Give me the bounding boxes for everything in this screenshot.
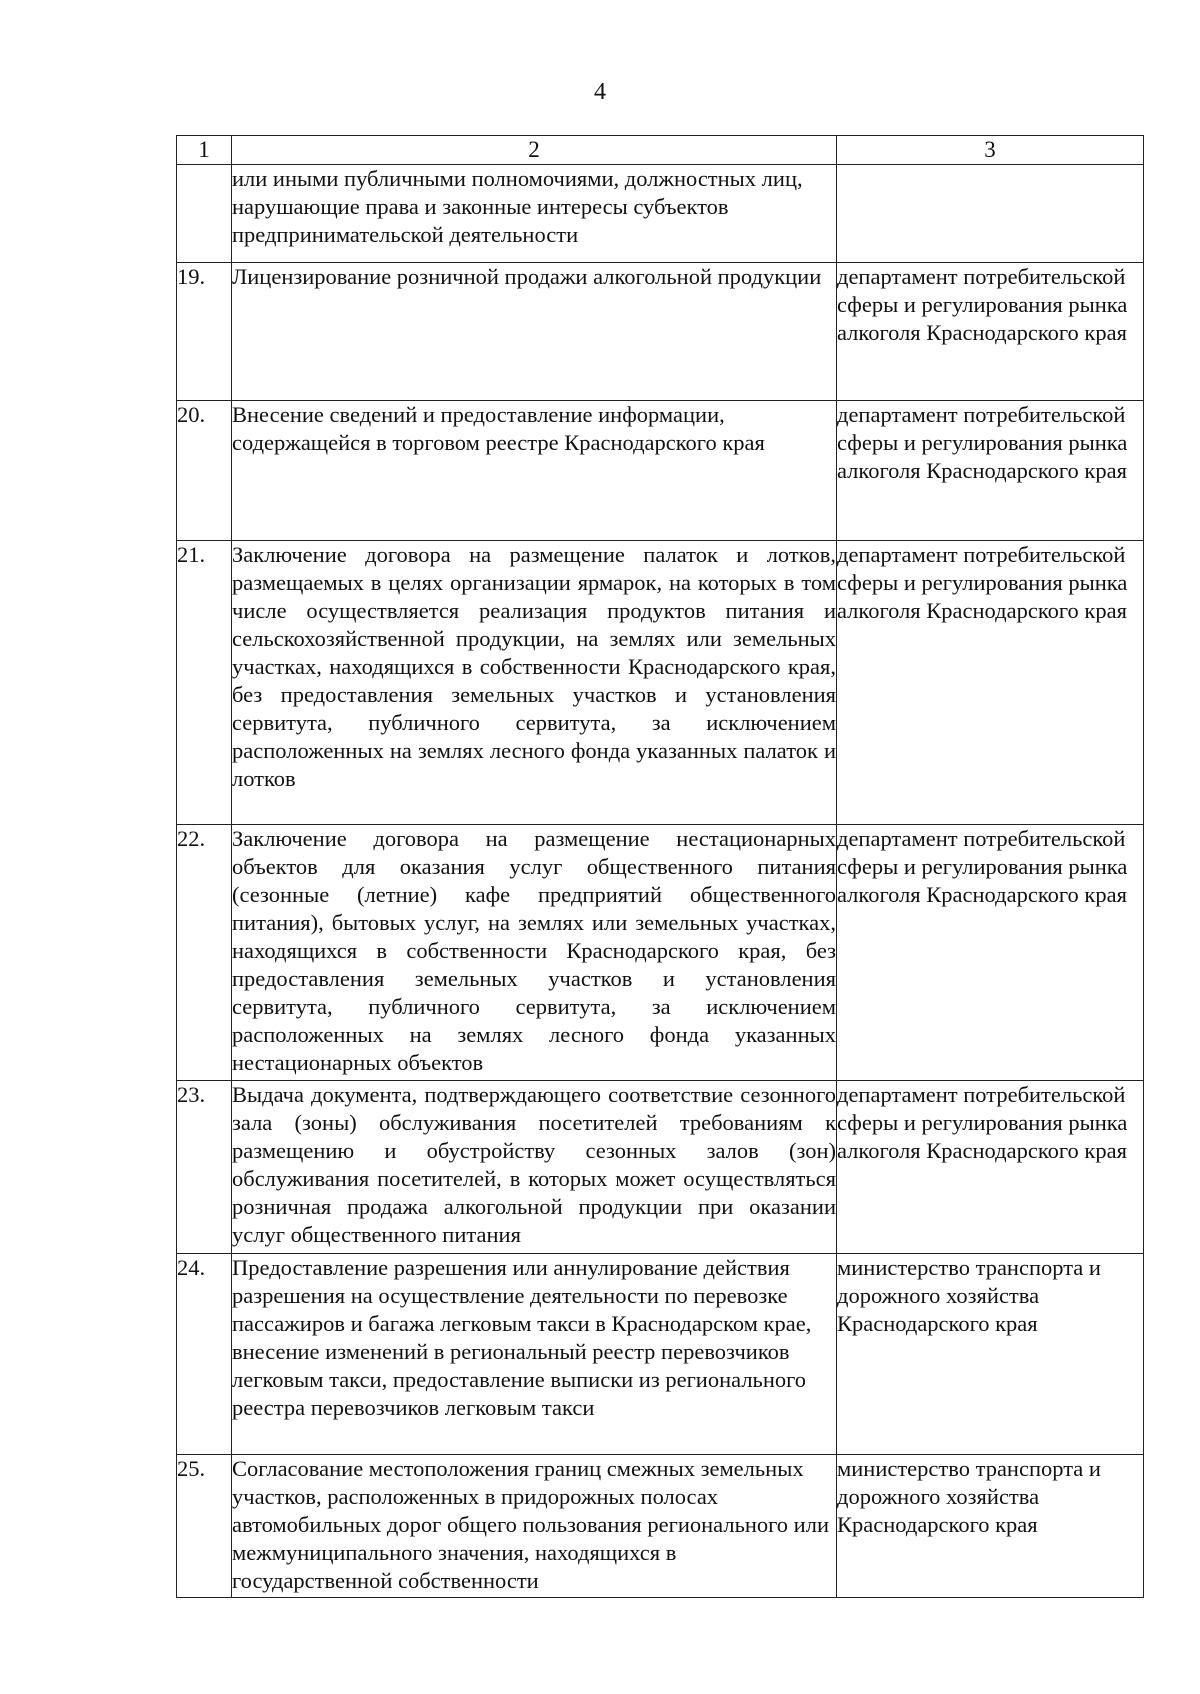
row-description: Внесение сведений и предоставление информации, содержащейся в торговом реестре Краснодарского края (232, 401, 837, 541)
page-number: 4 (594, 79, 606, 105)
table-row-continuation (177, 165, 1144, 263)
row-number: 19. (177, 263, 232, 401)
row-department: департамент потребительской сферы и регулирования рынка алкоголя Краснодарского края (837, 401, 1144, 541)
row-number: 23. (177, 1081, 232, 1254)
row-number: 21. (177, 541, 232, 825)
row-department: министерство транспорта и дорожного хозяйства Краснодарского края (837, 1254, 1144, 1455)
table-row-22 (177, 825, 1144, 1081)
table-row-20 (177, 401, 1144, 541)
row-department: департамент потребительской сферы и регулирования рынка алкоголя Краснодарского края (837, 1081, 1144, 1254)
row-number (177, 165, 232, 263)
table-header-row (177, 136, 1144, 165)
row-description: Выдача документа, подтверждающего соответствие сезонного зала (зоны) обслуживания посетителей требованиям к размещению и обустройству сезонных залов (зон) обслуживания посетителей, в которых может осуществляться розничная продажа алкогольной продукции при оказании услуг общественного питания (232, 1081, 837, 1254)
row-department: департамент потребительской сферы и регулирования рынка алкоголя Краснодарского края (837, 263, 1144, 401)
row-number: 25. (177, 1455, 232, 1598)
row-description: Заключение договора на размещение нестационарных объектов для оказания услуг общественного питания (сезонные (летние) кафе предприятий общественного питания), бытовых услуг, на землях или земельных участках, находящихся в собственности Краснодарского края, без предоставления земельных участков и установления сервитута, публичного сервитута, за исключением расположенных на землях лесного фонда указанных нестационарных объектов (232, 825, 837, 1081)
row-description: Заключение договора на размещение палаток и лотков, размещаемых в целях организации ярмарок, на которых в том числе осуществляется реализация продуктов питания и сельскохозяйственной продукции, на землях или земельных участках, находящихся в собственности Краснодарского края, без предоставления земельных участков и установления сервитута, публичного сервитута, за исключением расположенных на землях лесного фонда указанных палаток и лотков (232, 541, 837, 825)
row-department: департамент потребительской сферы и регулирования рынка алкоголя Краснодарского края (837, 825, 1144, 1081)
services-table (176, 135, 1144, 1598)
table-row-23 (177, 1081, 1144, 1254)
table-row-21 (177, 541, 1144, 825)
header-col-2: 2 (232, 136, 837, 165)
row-number: 22. (177, 825, 232, 1081)
row-number: 20. (177, 401, 232, 541)
row-description: Лицензирование розничной продажи алкогольной продукции (232, 263, 837, 401)
row-department (837, 165, 1144, 263)
row-description: Согласование местоположения границ смежных земельных участков, расположенных в придорожных полосах автомобильных дорог общего пользования регионального или межмуниципального значения, находящихся в государственной собственности (232, 1455, 837, 1598)
table-row-25 (177, 1455, 1144, 1598)
row-description: или иными публичными полномочиями, должностных лиц, нарушающие права и законные интересы субъектов предпринимательской деятельности (232, 165, 837, 263)
header-col-1: 1 (177, 136, 232, 165)
row-description: Предоставление разрешения или аннулирование действия разрешения на осуществление деятельности по перевозке пассажиров и багажа легковым такси в Краснодарском крае, внесение изменений в региональный реестр перевозчиков легковым такси, предоставление выписки из регионального реестра перевозчиков легковым такси (232, 1254, 837, 1455)
row-number: 24. (177, 1254, 232, 1455)
table-row-24 (177, 1254, 1144, 1455)
row-department: департамент потребительской сферы и регулирования рынка алкоголя Краснодарского края (837, 541, 1144, 825)
header-col-3: 3 (837, 136, 1144, 165)
table-row-19 (177, 263, 1144, 401)
row-department: министерство транспорта и дорожного хозяйства Краснодарского края (837, 1455, 1144, 1598)
